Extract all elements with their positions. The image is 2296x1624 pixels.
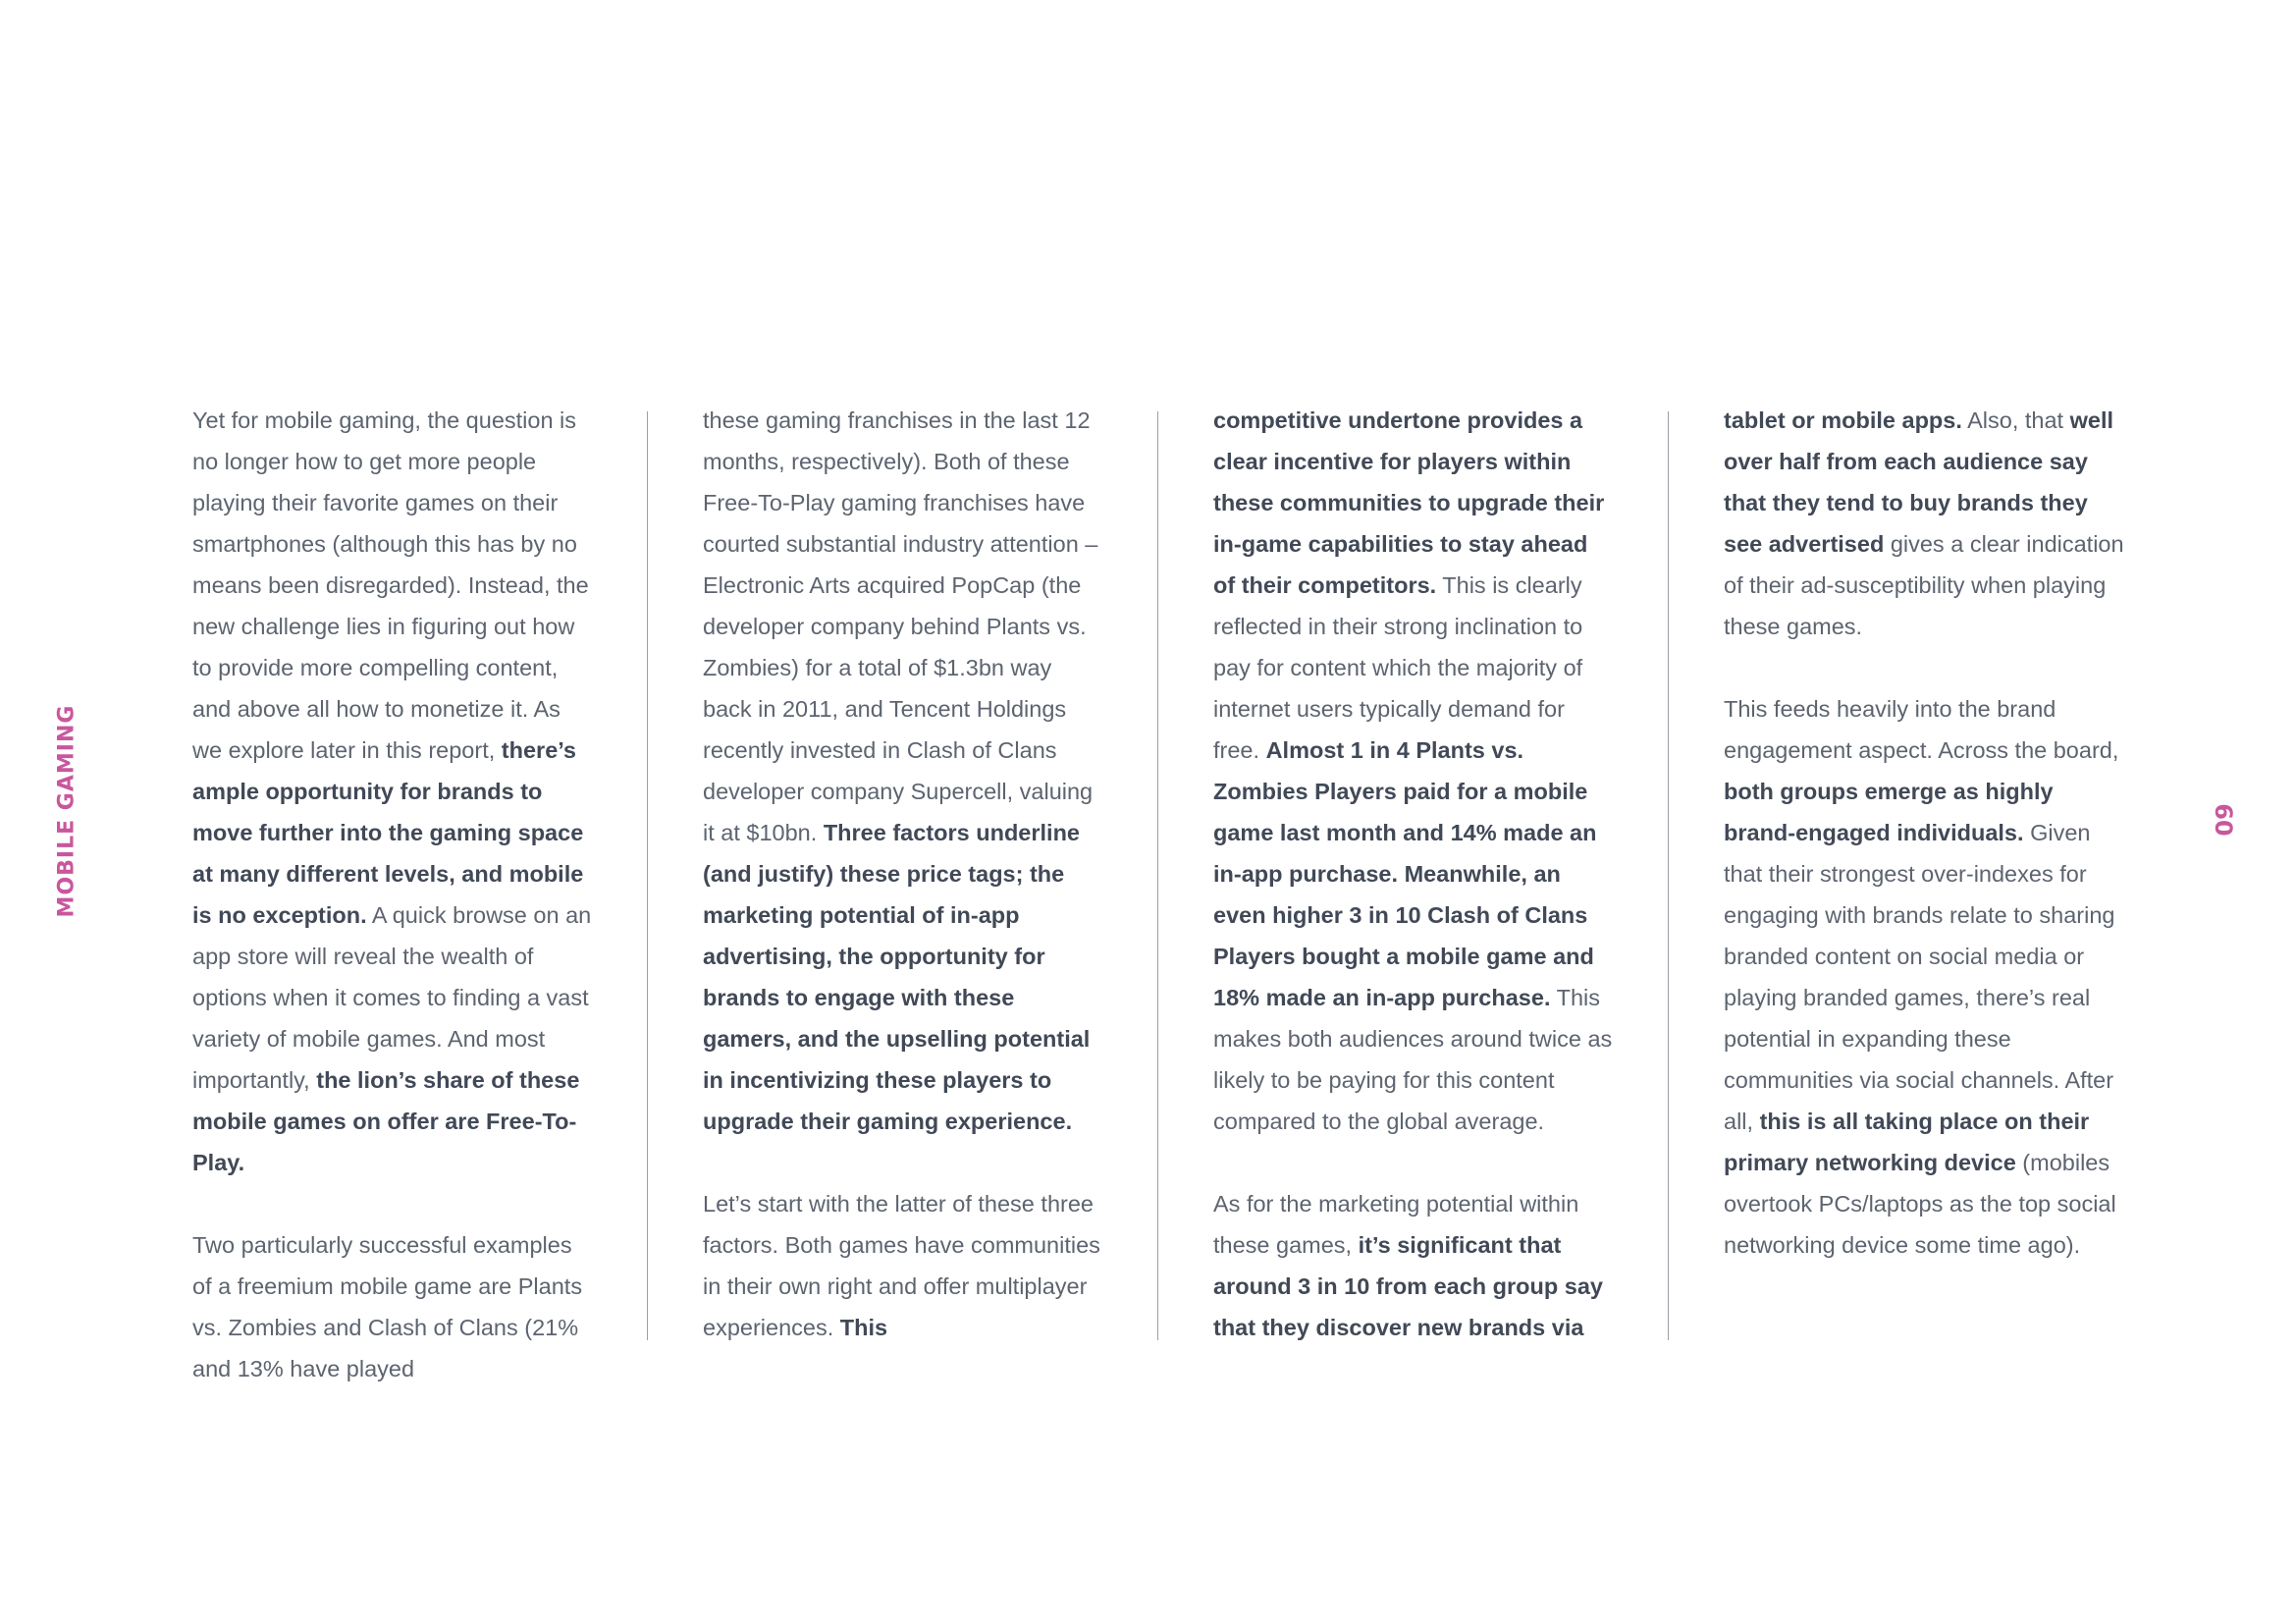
text-segment-bold: the lion’s share of these mobile games on offer are Free-To-Play. — [192, 1067, 580, 1175]
paragraph — [1213, 1183, 1616, 1348]
paragraph — [1213, 400, 1616, 1142]
paragraph — [1724, 400, 2126, 647]
text-segment-bold: it’s significant that around 3 in 10 from each group say that they discover new brands via — [1213, 1232, 1603, 1340]
text-segment: As for the marketing potential within these games, — [1213, 1191, 1579, 1258]
text-segment-bold: this is all taking place on their primary networking device — [1724, 1109, 2090, 1175]
text-column-1 — [192, 400, 595, 1381]
text-segment-bold: This — [839, 1315, 888, 1340]
section-label: MOBILE GAMING — [54, 704, 80, 918]
paragraph — [703, 1183, 1105, 1348]
text-segment: these gaming franchises in the last 12 months, respectively). Both of these Free-To-Play gaming franchises have courted substantial industry attention – Electronic Arts acquired PopCap (the developer company behind Plants vs. Zombies) for a total of $1.3bn way back in 2011, and Tencent Holdings recently invested in Clash of Clans developer company Supercell, valuing it at $10bn. — [703, 407, 1098, 845]
text-segment: (mobiles overtook PCs/laptops as the top social networking device some time ago). — [1724, 1150, 2116, 1258]
paragraph — [1724, 688, 2126, 1266]
text-segment-bold: both groups emerge as highly brand-engaged individuals. — [1724, 779, 2054, 845]
text-segment-bold: tablet or mobile apps. — [1724, 407, 1962, 433]
column-divider — [647, 411, 648, 1340]
text-segment: This is clearly reflected in their strong inclination to pay for content which the majority of internet users typically demand for free. — [1213, 572, 1583, 763]
text-column-4 — [1724, 400, 2126, 1342]
text-segment: Two particularly successful examples of a freemium mobile game are Plants vs. Zombies and Clash of Clans (21% and 13% have played — [192, 1232, 583, 1381]
text-segment: This makes both audiences around twice as likely to be paying for this content compared to the global average. — [1213, 985, 1613, 1134]
text-segment-bold: there’s ample opportunity for brands to move further into the gaming space at many different levels, and mobile is no exception. — [192, 737, 584, 928]
text-segment-bold: competitive undertone provides a clear incentive for players within these communities to upgrade their in-game capabilities to stay ahead of their competitors. — [1213, 407, 1605, 598]
text-column-3 — [1213, 400, 1616, 1342]
text-segment: Given that their strongest over-indexes for engaging with brands relate to sharing branded content on social media or playing branded games, there’s real potential in expanding these communities via social channels. After all, — [1724, 820, 2115, 1134]
text-segment: gives a clear indication of their ad-susceptibility when playing these games. — [1724, 531, 2124, 639]
text-segment-bold: Almost 1 in 4 Plants vs. Zombies Players paid for a mobile game last month and 14% made an in-app purchase. Meanwhile, an even higher 3 in 10 Clash of Clans Players bought a mobile game and 18% made an in-app purchase. — [1213, 737, 1597, 1010]
text-segment: Let’s start with the latter of these three factors. Both games have communities in their own right and offer multiplayer experiences. — [703, 1191, 1100, 1340]
text-segment: This feeds heavily into the brand engagement aspect. Across the board, — [1724, 696, 2119, 763]
text-segment: Yet for mobile gaming, the question is no longer how to get more people playing their favorite games on their smartphones (although this has by no means been disregarded). Instead, the new challenge lies in figuring out how to provide more compelling content, and above all how to monetize it. As we explore later in this report, — [192, 407, 589, 763]
paragraph — [192, 400, 595, 1183]
column-divider — [1157, 411, 1158, 1340]
paragraph — [703, 400, 1105, 1142]
text-column-2 — [703, 400, 1105, 1342]
text-segment: A quick browse on an app store will reveal the wealth of options when it comes to finding a vast variety of mobile games. And most importantly, — [192, 902, 592, 1093]
text-segment-bold: Three factors underline (and justify) these price tags; the marketing potential of in-app advertising, the opportunity for brands to engage with these gamers, and the upselling potential in incentivizing these players to upgrade their gaming experience. — [703, 820, 1091, 1134]
text-segment-bold: well over half from each audience say that they tend to buy brands they see advertised — [1724, 407, 2114, 557]
article-body — [192, 400, 2136, 1381]
page-number: 60 — [2210, 803, 2237, 837]
paragraph — [192, 1224, 595, 1389]
text-segment: Also, that — [1961, 407, 2070, 433]
column-divider — [1668, 411, 1669, 1340]
